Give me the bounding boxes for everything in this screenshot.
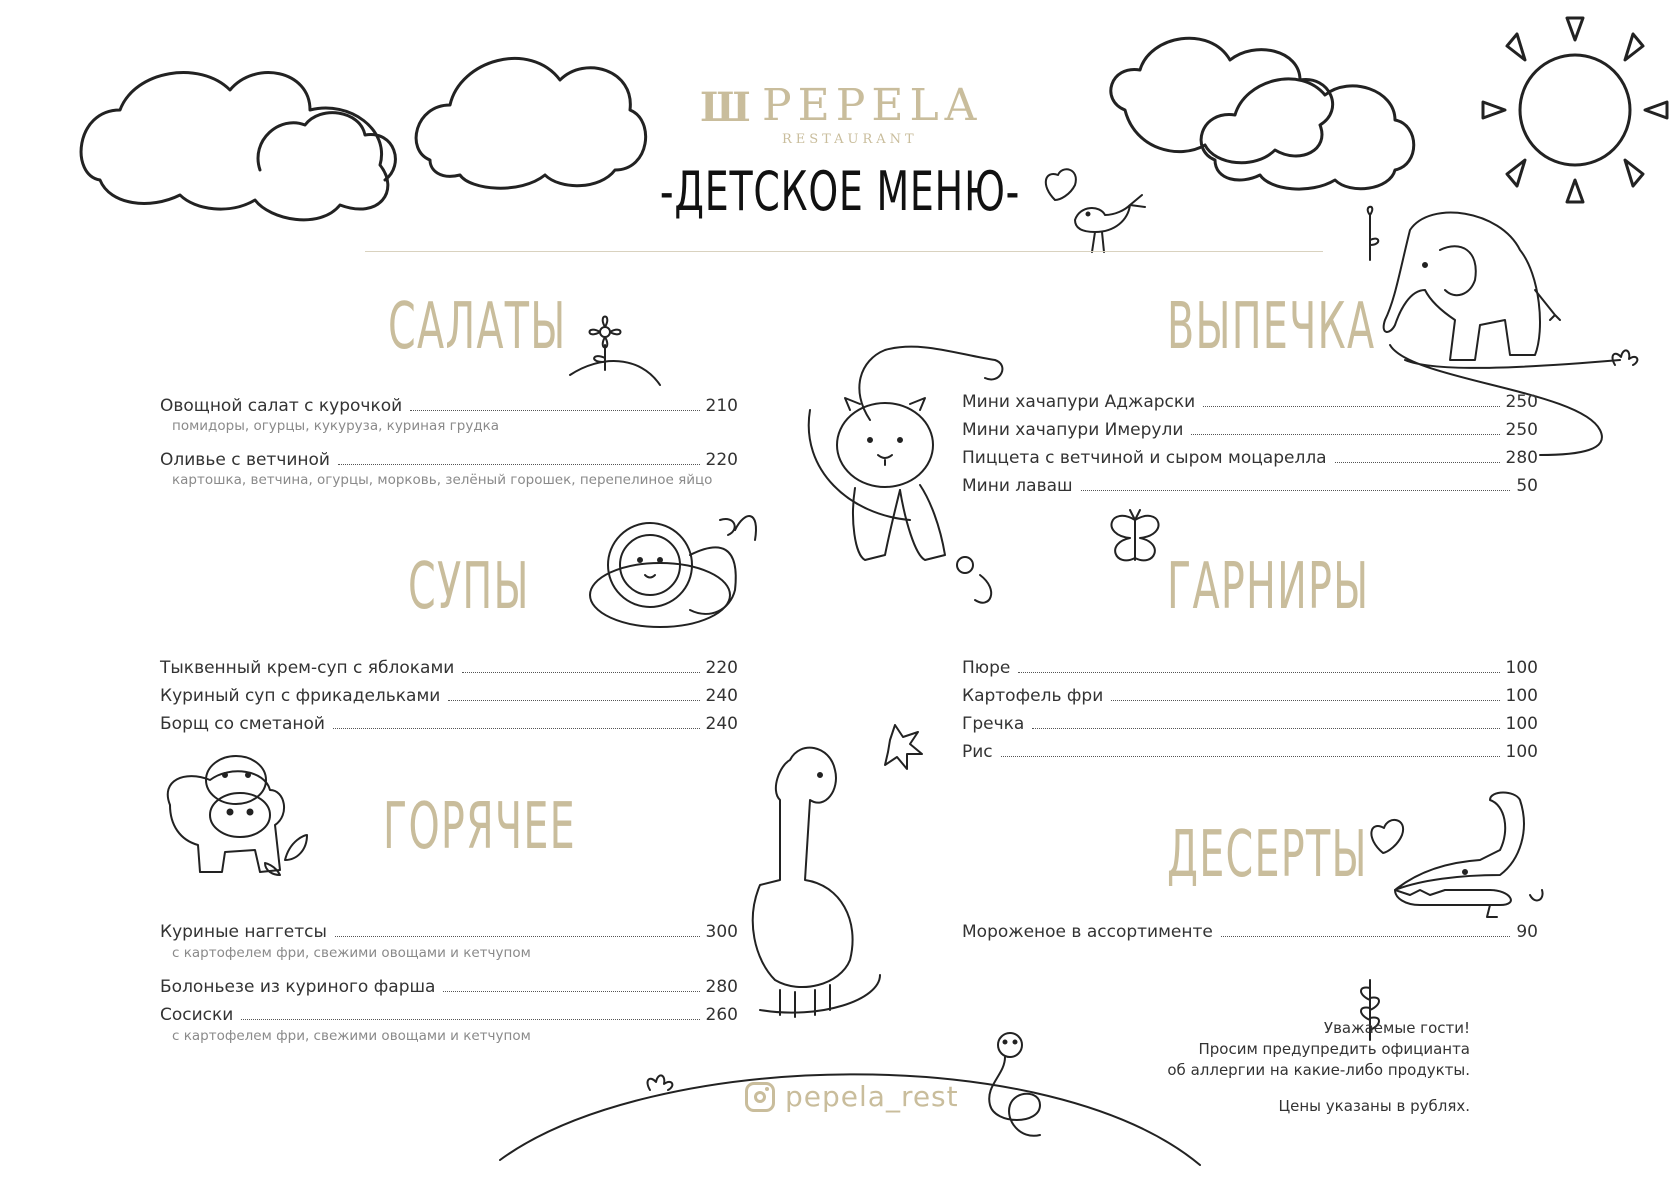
menu-item [962, 682, 1538, 706]
section-title-salads: САЛАТЫ [388, 290, 567, 364]
giraffe-icon [753, 725, 922, 1017]
leader-dots [1111, 700, 1499, 701]
page-title: -ДЕТСКОЕ МЕНЮ- [659, 160, 1021, 223]
leader-dots [1081, 490, 1511, 491]
item-price: 220 [705, 450, 738, 470]
title-divider [365, 251, 1323, 252]
item-name: Мини лаваш [962, 476, 1073, 496]
heart-icon [1371, 820, 1403, 853]
item-description: помидоры, огурцы, кукуруза, куриная грудка [172, 418, 500, 434]
menu-item [962, 388, 1538, 412]
crocodile-icon [1395, 793, 1543, 918]
item-name: Мороженое в ассортименте [962, 922, 1213, 942]
menu-item [160, 918, 738, 942]
leader-dots [1335, 462, 1500, 463]
leader-dots [1032, 728, 1499, 729]
leader-dots [410, 410, 699, 411]
brand-name: PEPELA [762, 80, 983, 131]
item-name: Мини хачапури Аджарски [962, 392, 1196, 412]
leader-dots [241, 1019, 699, 1020]
leader-dots [443, 991, 699, 992]
leader-dots [338, 464, 700, 465]
hippo-icon [168, 756, 307, 875]
item-price: 100 [1505, 658, 1538, 678]
item-name: Мини хачапури Имерули [962, 420, 1184, 440]
item-price: 250 [1505, 392, 1538, 412]
item-price: 240 [705, 714, 738, 734]
menu-item [962, 710, 1538, 734]
menu-item [160, 710, 738, 734]
leader-dots [333, 728, 700, 729]
lion-icon [590, 516, 756, 627]
item-name: Овощной салат с курочкой [160, 396, 403, 416]
item-name: Сосиски [160, 1005, 234, 1025]
item-price: 210 [705, 396, 738, 416]
menu-item [962, 654, 1538, 678]
menu-item [160, 654, 738, 678]
item-price: 240 [705, 686, 738, 706]
item-name: Куриный суп с фрикадельками [160, 686, 441, 706]
item-name: Гречка [962, 714, 1025, 734]
item-price: 100 [1505, 742, 1538, 762]
item-description: с картофелем фри, свежими овощами и кетчупом [172, 1028, 531, 1044]
item-name: Рис [962, 742, 993, 762]
item-name: Болоньезе из куриного фарша [160, 977, 436, 997]
item-price: 50 [1516, 476, 1538, 496]
cloud-icon [1111, 38, 1333, 163]
menu-item [962, 918, 1538, 942]
bird-icon [1075, 195, 1145, 252]
cloud-icon [258, 113, 395, 180]
item-price: 90 [1516, 922, 1538, 942]
leader-dots [1221, 936, 1511, 937]
item-name: Пюре [962, 658, 1011, 678]
instagram-icon [745, 1082, 775, 1112]
leader-dots [462, 672, 699, 673]
item-price: 100 [1505, 686, 1538, 706]
menu-item [160, 392, 738, 416]
leader-dots [1203, 406, 1499, 407]
notice-allergy-2: об аллергии на какие-либо продукты. [1167, 1061, 1470, 1079]
section-title-sides: ГАРНИРЫ [1167, 550, 1370, 624]
item-price: 250 [1505, 420, 1538, 440]
notice-currency: Цены указаны в рублях. [1278, 1097, 1470, 1115]
item-price: 300 [705, 922, 738, 942]
leader-dots [448, 700, 699, 701]
item-price: 280 [1505, 448, 1538, 468]
menu-item [962, 472, 1538, 496]
menu-item [962, 444, 1538, 468]
leader-dots [1001, 756, 1500, 757]
item-price: 280 [705, 977, 738, 997]
item-price: 100 [1505, 714, 1538, 734]
brand-mark: Ш [700, 84, 751, 131]
item-name: Борщ со сметаной [160, 714, 325, 734]
brand-subtitle: RESTAURANT [782, 132, 918, 147]
heart-icon [1046, 169, 1076, 200]
cloud-icon [1201, 79, 1414, 189]
item-price: 260 [705, 1005, 738, 1025]
menu-item [962, 738, 1538, 762]
butterfly-icon [1111, 510, 1158, 560]
section-title-bakery: ВЫПЕЧКА [1167, 290, 1376, 364]
item-price: 220 [705, 658, 738, 678]
item-name: Тыквенный крем-суп с яблоками [160, 658, 455, 678]
item-description: с картофелем фри, свежими овощами и кетчупом [172, 945, 531, 961]
section-title-hot: ГОРЯЧЕЕ [383, 790, 576, 864]
notice-allergy-1: Просим предупредить официанта [1198, 1040, 1470, 1058]
menu-item [160, 682, 738, 706]
leader-dots [1191, 434, 1499, 435]
menu-item [160, 446, 738, 470]
item-name: Пиццета с ветчиной и сыром моцарелла [962, 448, 1327, 468]
cloud-icon [416, 58, 646, 188]
item-name: Куриные наггетсы [160, 922, 327, 942]
section-title-soups: СУПЫ [408, 550, 530, 624]
item-name: Оливье с ветчиной [160, 450, 330, 470]
leader-dots [1018, 672, 1499, 673]
section-title-desserts: ДЕСЕРТЫ [1167, 818, 1368, 892]
notice-greeting: Уважаемые гости! [1323, 1019, 1470, 1037]
flower-icon [570, 317, 660, 386]
menu-item [962, 416, 1538, 440]
cloud-icon [81, 73, 388, 220]
leader-dots [335, 936, 700, 937]
item-name: Картофель фри [962, 686, 1104, 706]
menu-item [160, 973, 738, 997]
instagram-link[interactable] [745, 1080, 959, 1113]
snake-icon [989, 1033, 1040, 1136]
brand-logo [700, 80, 1000, 150]
menu-item [160, 1001, 738, 1025]
instagram-handle: pepela_rest [785, 1080, 959, 1113]
sun-icon [1483, 18, 1667, 202]
item-description: картошка, ветчина, огурцы, морковь, зелёный горошек, перепелиное яйцо [172, 472, 713, 488]
